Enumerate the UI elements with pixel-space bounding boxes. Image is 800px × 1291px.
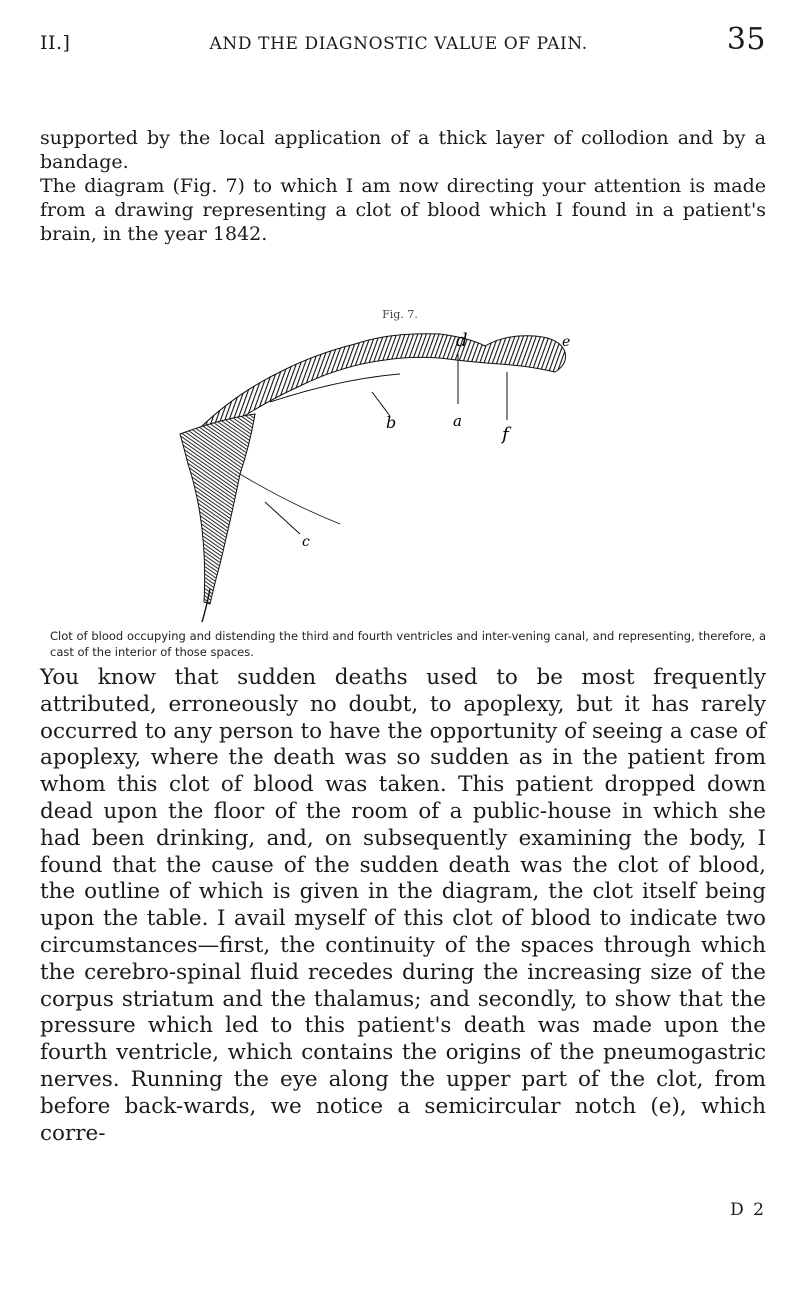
figure-caption: Clot of blood occupying and distending the third and fourth ventricles and inter-vening canal, and representing, therefore, a cast of the interior of those spaces. xyxy=(50,629,766,659)
running-header xyxy=(40,22,766,57)
letter-b: b xyxy=(386,413,397,432)
letter-f: f xyxy=(502,424,509,445)
letter-e: e xyxy=(562,334,571,350)
letter-d: d xyxy=(456,330,468,351)
figure-clot-diagram xyxy=(140,324,660,624)
intro-line-1: supported by the local application of a thick layer of collodion and by a bandage. xyxy=(40,127,766,173)
clot-left-mass xyxy=(180,414,255,604)
running-title: AND THE DIAGNOSTIC VALUE OF PAIN. xyxy=(209,34,588,54)
page-number: 35 xyxy=(726,22,766,57)
body-paragraph: You know that sudden deaths used to be most frequently attributed, erroneously no doubt, to apoplexy, but it has rarely occurred to any person to have the opportunity of seeing a case of apoplexy, where the death was so sudden as in the patient from whom this clot of blood was taken. This patient dropped down dead upon the floor of the room of a public-house in which she had been drinking, and, on subsequently examining the body, I found that the cause of the sudden death was the clot of blood, the outline of which is given in the diagram, the clot itself being upon the table. I avail myself of this clot of blood to indicate two circumstances—first, the continuity of the spaces through which the cerebro-spinal fluid recedes during the increasing size of the corpus striatum and the thalamus; and secondly, to show that the pressure which led to this patient's death was made upon the fourth ventricle, which contains the origins of the pneumogastric nerves. Running the eye along the upper part of the clot, from before back-wards, we notice a semicircular notch (e), which corre- xyxy=(40,665,766,1146)
letter-a: a xyxy=(453,412,462,430)
figure-label: Fig. 7. xyxy=(382,308,418,321)
clot-illustration xyxy=(140,324,660,624)
chapter-number: II.] xyxy=(40,32,71,54)
intro-line-2: The diagram (Fig. 7) to which I am now directing your attention is made from a drawing representing a clot of blood which I found in a patient's brain, in the year 1842. xyxy=(40,175,766,245)
letter-c: c xyxy=(302,534,310,550)
signature-mark: D 2 xyxy=(730,1200,766,1220)
intro-paragraph xyxy=(40,126,766,246)
